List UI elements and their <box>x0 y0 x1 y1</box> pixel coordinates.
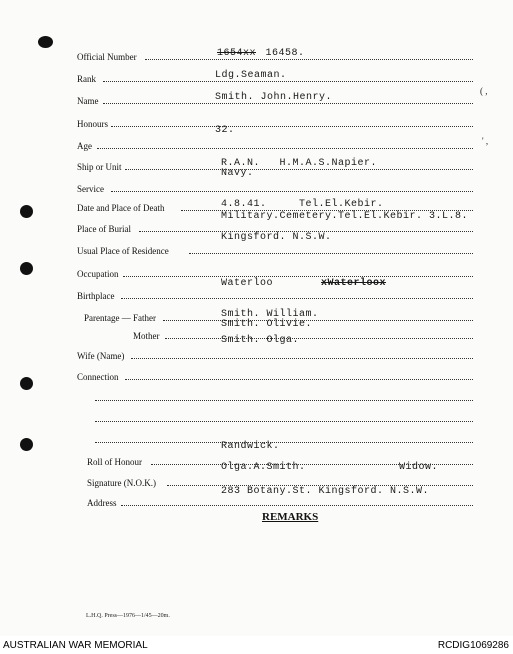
wife-value: Smith. Olga. <box>221 335 300 346</box>
age-row <box>77 125 473 151</box>
name-label: Name <box>77 96 99 106</box>
ship-unit-row <box>77 158 473 172</box>
punch-hole-3 <box>20 262 33 275</box>
roll-label: Roll of Honour <box>87 457 142 467</box>
death-label: Date and Place of Death <box>77 203 165 213</box>
occupation-row <box>77 265 473 279</box>
mother-label: Mother <box>133 331 160 341</box>
remarks-heading: REMARKS <box>262 511 319 523</box>
age-label: Age <box>77 141 92 151</box>
residence-label: Usual Place of Residence <box>77 246 169 256</box>
connection-label: Connection <box>77 372 119 382</box>
footer-institution: AUSTRALIAN WAR MEMORIAL <box>3 640 148 651</box>
printer-note: L.H.Q. Press—1976—1/45—20m. <box>86 613 170 619</box>
connection-line <box>77 389 473 403</box>
rank-label: Rank <box>77 74 96 84</box>
official-number-struck-value: 1654xx <box>217 48 257 59</box>
address-row <box>77 486 473 508</box>
signature-relation: Widow. <box>399 462 439 473</box>
connection-line <box>77 410 473 424</box>
signature-value: Olga.A.Smith. <box>221 462 306 473</box>
official-number-row <box>77 48 473 62</box>
margin-mark: ( , <box>480 86 488 96</box>
service-value: Navy. <box>221 168 254 179</box>
wife-label: Wife (Name) <box>77 351 125 361</box>
death-value: 4.8.41. Tel.El.Kebir. <box>221 199 384 210</box>
birthplace-value: Waterloo <box>221 278 274 289</box>
official-number-value: 16458. <box>259 48 305 59</box>
signature-label: Signature (N.O.K.) <box>87 478 156 488</box>
residence-row <box>77 232 473 256</box>
address-label: Address <box>87 498 117 508</box>
connection-row <box>77 368 473 382</box>
birthplace-struck-value: xWaterloox <box>321 278 387 289</box>
honours-label: Honours <box>77 119 108 129</box>
age-value: 32. <box>215 125 235 136</box>
occupation-label: Occupation <box>77 269 119 279</box>
roll-value: Randwick. <box>221 441 280 452</box>
ship-unit-label: Ship or Unit <box>77 162 122 172</box>
footer-bar <box>0 636 513 654</box>
honours-row <box>77 115 473 129</box>
official-number-label: Official Number <box>77 52 137 62</box>
burial-value: Military.Cemetery.Tel.El.Kebir. 3.L.8. <box>221 211 469 222</box>
punch-hole-1 <box>38 36 53 48</box>
rank-value: Ldg.Seaman. <box>215 70 287 81</box>
name-row <box>77 92 473 106</box>
father-value: Smith. William. <box>221 309 319 320</box>
birthplace-row <box>77 278 473 301</box>
margin-mark: ' , <box>482 136 489 146</box>
rank-row <box>77 70 473 84</box>
address-value: 283 Botany.St. Kingsford. N.S.W. <box>221 486 430 497</box>
punch-hole-4 <box>20 377 33 390</box>
footer-record-id: RCDIG1069286 <box>437 640 509 651</box>
name-value: Smith. John.Henry. <box>215 92 333 103</box>
ship-unit-value: R.A.N. H.M.A.S.Napier. <box>221 158 378 169</box>
punch-hole-5 <box>20 438 33 451</box>
father-label: Parentage — Father <box>84 313 156 323</box>
punch-hole-2 <box>20 205 33 218</box>
mother-value: Smith. Olivie. <box>221 319 313 330</box>
service-label: Service <box>77 184 104 194</box>
service-row <box>77 168 473 194</box>
burial-label: Place of Burial <box>77 224 131 234</box>
residence-value: Kingsford. N.S.W. <box>221 232 332 243</box>
birthplace-label: Birthplace <box>77 291 115 301</box>
